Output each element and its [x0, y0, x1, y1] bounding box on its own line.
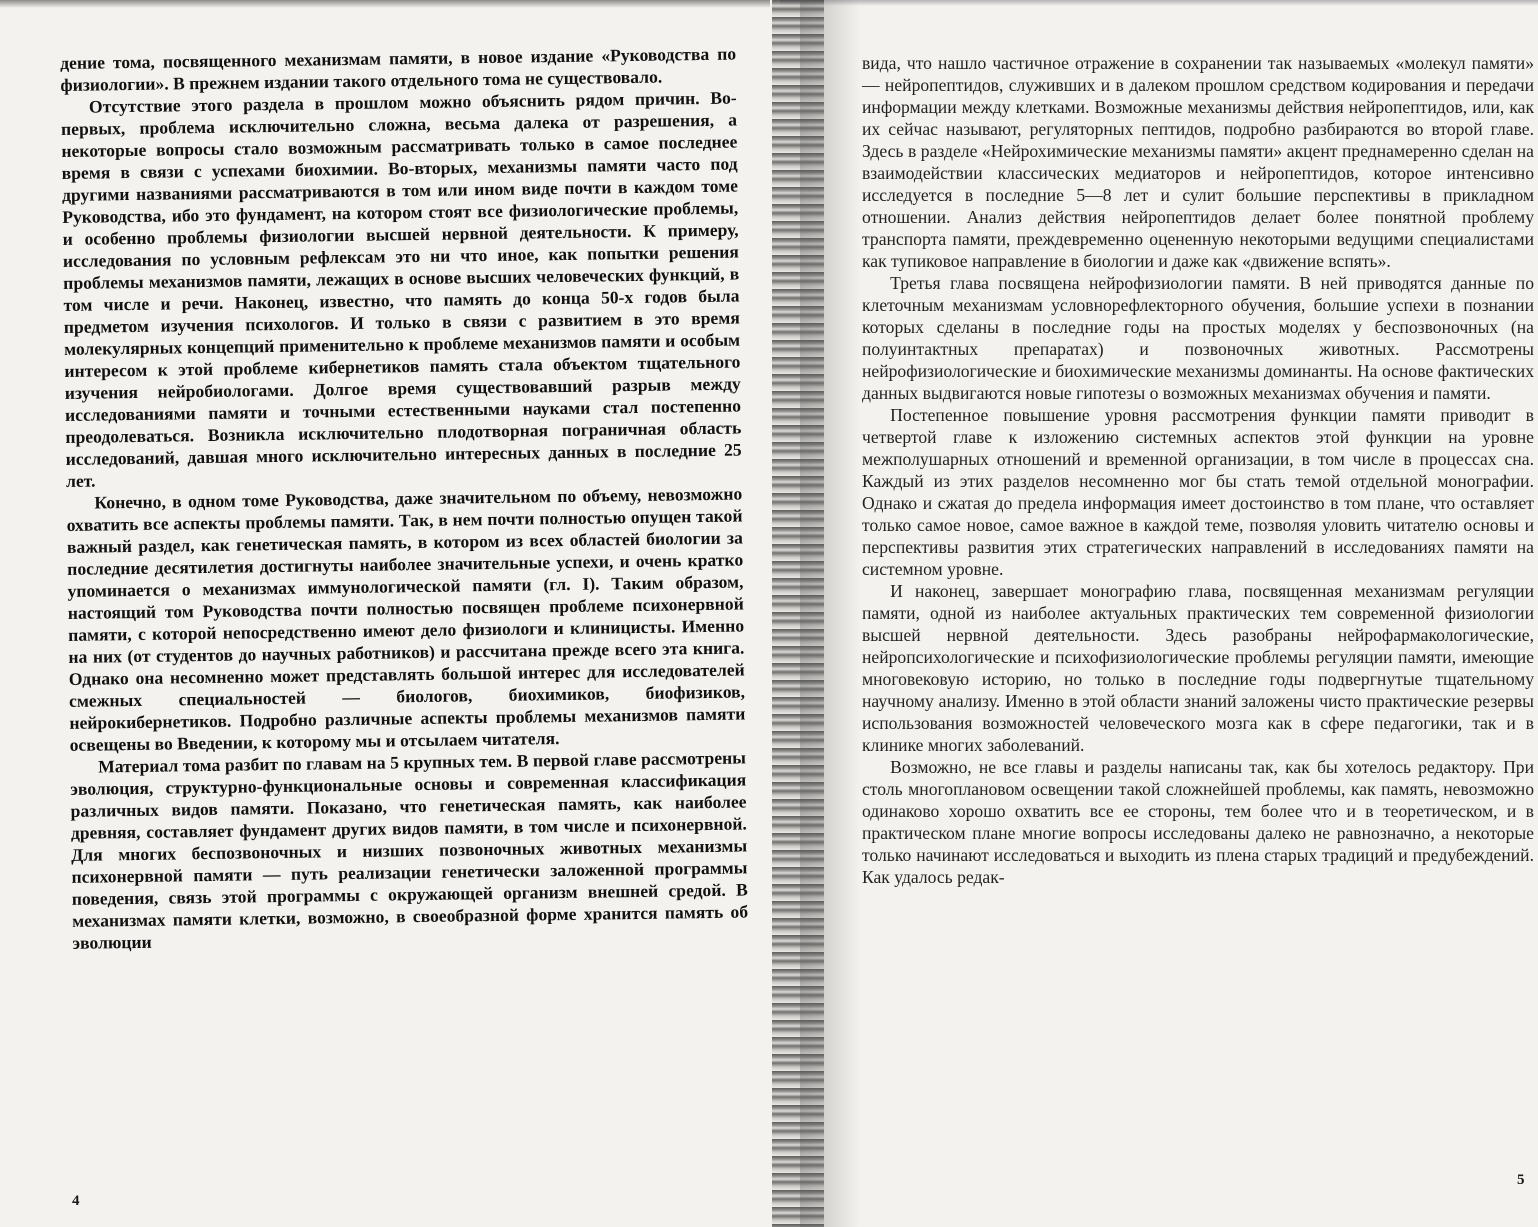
- right-paragraph-5: Возможно, не все главы и разделы написаны так, как бы хотелось редактору. При столь многоплановом освещении такой сложнейшей проблемы, как память, невозможно одинаково хорошо охватить все ее стороны, тем более что и в теоретическом, и в практическом плане многие вопросы исследованы далеко не равнозначно, а некоторые только начинают исследоваться и выходить из плена старых традиций и предубеждений. Как удалось редак-: [862, 757, 1534, 887]
- scan-top-shadow: [0, 0, 770, 8]
- right-paragraph-2: Третья глава посвящена нейрофизиологии памяти. В ней приводятся данные по клеточным механизмам условнорефлекторного обучения, большие успехи в познании которых сделаны в последние годы на простых моделях у беспозвоночных (на полуинтактных препаратах) и позвоночных животных. Рассмотрены нейрофизиологические и биохимические механизмы доминанты. На основе фактических данных выдвигаются новые гипотезы о возможных механизмах обучения и памяти.: [862, 273, 1534, 403]
- right-paragraph-4: И наконец, завершает монографию глава, посвященная механизмам регуляции памяти, одной из наиболее актуальных практических тем современной физиологии высшей нервной деятельности. Здесь разобраны нейрофармакологические, нейропсихологические и психофизиологические проблемы регуляции памяти, имеющие многовековую историю, но только в последние годы подвергнутые тщательному научному анализу. Именно в этой области знаний заложены чисто практические резервы использования возможностей человеческого мозга как в сфере педагогики, так и в клинике многих заболеваний.: [862, 581, 1534, 755]
- left-paragraph-4: Материал тома разбит по главам на 5 крупных тем. В первой главе рассмотрены эволюция, структурно-функциональные основы и современная классификация различных видов памяти. Показано, что генетическая память, как наиболее древняя, составляет фундамент других видов памяти, в том числе и психонервной. Для многих беспозвоночных и низших позвоночных животных механизмы психонервной памяти — путь реализации генетически заложенной программы поведения, связь этой программы с окружающей организм внешней средой. В механизмах памяти клетки, возможно, в своеобразной форме хранится память об эволюции: [70, 747, 749, 953]
- left-paragraph-2: Отсутствие этого раздела в прошлом можно объяснить рядом причин. Во-первых, проблема исключительно сложна, весьма далека от разрешения, а некоторые вопросы стало возможным рассматривать только в самое последнее время в связи с успехами биохимии. Во-вторых, механизмы памяти часто под другими названиями рассматриваются в том или ином виде почти в каждом томе Руководства, ибо это фундамент, на котором стоят все физиологические проблемы, и особенно проблемы физиологии высшей нервной деятельности. К примеру, исследования по условным рефлексам это ни что иное, как попытки решения проблемы механизмов памяти, лежащих в основе высших человеческих функций, в том числе и речи. Наконец, известно, что память до конца 50-х годов была предметом изучения психологов. И только в связи с развитием в это время молекулярных концепций применительно к проблеме механизмов памяти и особым интересом к этой проблеме кибернетиков память стала объектом тщательного изучения нейробиологами. Долгое время существовавший разрыв между исследованиями памяти и точными естественными науками стал постепенно преодолеваться. Возникла исключительно плодотворная пограничная область исследований, давшая много исключительно интересных данных в последние 25 лет.: [60, 87, 742, 491]
- right-paragraph-1: вида, что нашло частичное отражение в сохранении так называемых «молекул памяти» — нейропептидов, служивших и в далеком прошлом средством кодирования и передачи информации между клетками. Возможные механизмы действия нейропептидов, или, как их сейчас называют, регуляторных пептидов, подробно разбираются во второй главе. Здесь в разделе «Нейрохимические механизмы памяти» акцент преднамеренно сделан на взаимодействии классических медиаторов и нейропептидов, которое интенсивно исследуется в последние 5—8 лет и сулит большие перспективы в прикладном отношении. Анализ действия нейропептидов делает более понятной проблему транспорта памяти, преждевременно оцененную некоторыми ведущими специалистами как тупиковое направление в биологии и даже как «движение вспять».: [862, 53, 1534, 271]
- left-page-number: 4: [72, 1193, 80, 1209]
- right-paragraph-3: Постепенное повышение уровня рассмотрения функции памяти приводит в четвертой главе к изложению системных аспектов этой функции на уровне межполушарных отношений и временной организации, в том числе в процессах сна. Каждый из этих разделов несомненно мог бы стать темой отдельной монографии. Однако и сжатая до предела информация имеет достоинство в том плане, что оставляет только самое новое, самое важное в каждой теме, позволяя уловить читателю основы и перспективы развития этих стратегических направлений в исследованиях памяти на системном уровне.: [862, 405, 1534, 579]
- right-page: [862, 52, 1534, 888]
- right-page-number: 5: [1517, 1172, 1525, 1188]
- left-page: [60, 43, 749, 954]
- left-paragraph-1: дение тома, посвященного механизмам памяти, в новое издание «Руководства по физиологии». В прежнем издании такого отдельного тома не существовало.: [60, 43, 737, 95]
- spine-fade: [800, 0, 860, 1227]
- left-paragraph-3: Конечно, в одном томе Руководства, даже значительном по объему, невозможно охватить все аспекты проблемы памяти. Так, в нем почти полностью опущен такой важный раздел, как генетическая память, в котором из всех областей биологии за последние десятилетия достигнуты наиболее значительные успехи, и очень кратко упоминается о механизмах иммунологической памяти (гл. I). Таким образом, настоящий том Руководства почти полностью посвящен проблеме психонервной памяти, с которой непосредственно имеют дело физиологи и клиницисты. Именно на них (от студентов до научных работников) и рассчитана прежде всего эта книга. Однако она несомненно может представлять большой интерес для исследователей смежных специальностей — биологов, биохимиков, биофизиков, нейрокибернетиков. Подробно различные аспекты проблемы механизмов памяти освещены во Введении, к которому мы и отсылаем читателя.: [66, 483, 746, 755]
- scan-top-shadow-right: [780, 0, 1538, 6]
